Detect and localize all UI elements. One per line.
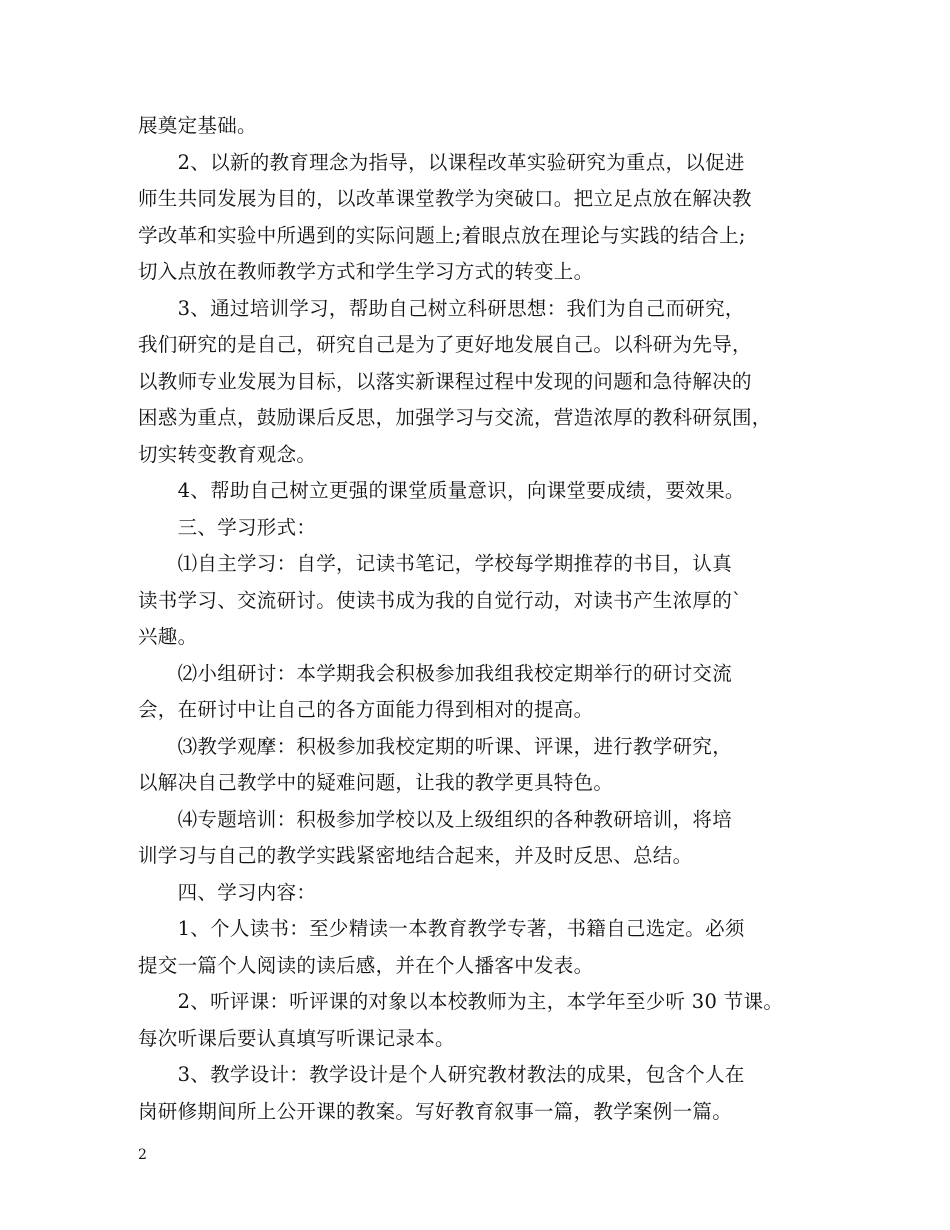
text-line: 训学习与自己的教学实践紧密地结合起来，并及时反思、总结。 bbox=[138, 844, 693, 867]
text-line: ⑵小组研讨：本学期我会积极参加我组我校定期举行的研讨交流 bbox=[138, 661, 733, 685]
section-heading: 四、学习内容： bbox=[138, 880, 317, 904]
section-heading: 三、学习形式： bbox=[138, 515, 317, 539]
text-line: 困惑为重点，鼓励课后反思，加强学习与交流，营造浓厚的教科研氛围， bbox=[138, 406, 772, 429]
body-text bbox=[138, 108, 838, 1130]
text-line: 4、帮助自己树立更强的课堂质量意识，向课堂要成绩，要效果。 bbox=[138, 479, 745, 502]
text-line: 岗研修期间所上公开课的教案。写好教育叙事一篇，教学案例一篇。 bbox=[138, 1099, 733, 1123]
text-line: 师生共同发展为目的，以改革课堂教学为突破口。把立足点放在解决教 bbox=[138, 187, 752, 210]
text-line: 以教师专业发展为目标，以落实新课程过程中发现的问题和急待解决的 bbox=[138, 369, 752, 393]
text-line: 1、个人读书：至少精读一本教育教学专著，书籍自己选定。必须 bbox=[138, 917, 745, 940]
text-line: 展奠定基础。 bbox=[138, 114, 257, 137]
text-line: 每次听课后要认真填写听课记录本。 bbox=[138, 1026, 455, 1050]
text-line: 3、教学设计：教学设计是个人研究教材教法的成果，包含个人在 bbox=[138, 1063, 745, 1086]
text-line: 读书学习、交流研讨。使读书成为我的自觉行动，对读书产生浓厚的` bbox=[138, 588, 743, 612]
text-line: ⑷专题培训：积极参加学校以及上级组织的各种教研培训，将培 bbox=[138, 807, 733, 831]
text-line: 2、听评课：听评课的对象以本校教师为主，本学年至少听 30 节课。 bbox=[138, 990, 784, 1013]
text-line: 以解决自己教学中的疑难问题，让我的教学更具特色。 bbox=[138, 771, 614, 794]
text-line: 切入点放在教师教学方式和学生学习方式的转变上。 bbox=[138, 260, 594, 283]
text-line: 兴趣。 bbox=[138, 625, 198, 648]
text-line: 2、以新的教育理念为指导，以课程改革实验研究为重点，以促进 bbox=[138, 150, 745, 174]
text-line: 我们研究的是自己，研究自己是为了更好地发展自己。以科研为先导， bbox=[138, 333, 752, 356]
text-line: 切实转变教育观念。 bbox=[138, 442, 317, 466]
text-line: 会，在研讨中让自己的各方面能力得到相对的提高。 bbox=[138, 698, 594, 721]
text-line: 提交一篇个人阅读的读后感，并在个人播客中发表。 bbox=[138, 953, 594, 977]
text-line: 学改革和实验中所遇到的实际问题上;着眼点放在理论与实践的结合上; bbox=[138, 223, 746, 247]
page-number: 2 bbox=[138, 1147, 147, 1163]
text-line: 3、通过培训学习，帮助自己树立科研思想：我们为自己而研究， bbox=[138, 296, 745, 320]
text-line: ⑴自主学习：自学，记读书笔记，学校每学期推荐的书目，认真 bbox=[138, 552, 733, 575]
text-line: ⑶教学观摩：积极参加我校定期的听课、评课，进行教学研究， bbox=[138, 734, 733, 758]
